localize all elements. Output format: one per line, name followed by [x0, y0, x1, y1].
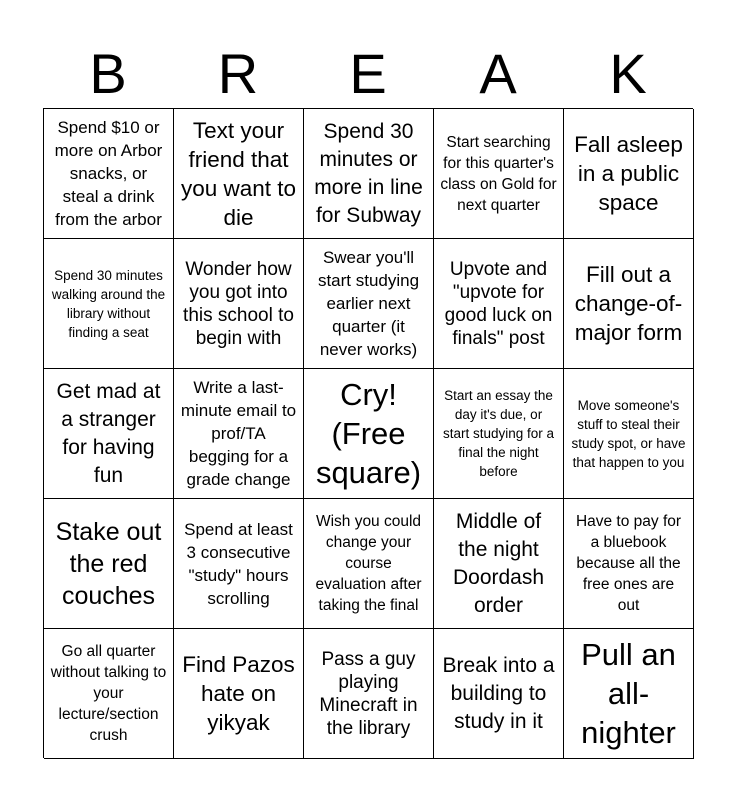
cell-text: Write a last-minute email to prof/TA begging for a grade change — [180, 378, 297, 489]
cell-text: Spend $10 or more on Arbor snacks, or steal a drink from the arbor — [54, 118, 163, 229]
cell-text: Spend 30 minutes walking around the library without finding a seat — [51, 267, 166, 340]
bingo-board — [43, 108, 693, 758]
header-letter-e: E — [349, 42, 387, 105]
cell-text: Cry! (Free square) — [315, 377, 422, 490]
bingo-cell[interactable] — [174, 629, 304, 759]
bingo-cell[interactable] — [434, 239, 564, 369]
cell-text: Swear you'll start studying earlier next quarter (it never works) — [317, 248, 420, 359]
cell-text: Wonder how you got into this school to begin with — [183, 258, 294, 349]
cell-text: Middle of the night Doordash order — [452, 509, 545, 617]
cell-text: Have to pay for a bluebook because all the free ones are out — [575, 513, 682, 614]
cell-text: Go all quarter without talking to your lecture/section crush — [50, 643, 167, 744]
cell-text: Stake out the red couches — [55, 517, 162, 610]
bingo-cell[interactable] — [174, 499, 304, 629]
bingo-cell[interactable] — [44, 499, 174, 629]
bingo-cell[interactable] — [434, 109, 564, 239]
header-letter-k: K — [609, 42, 647, 105]
bingo-cell[interactable] — [44, 629, 174, 759]
bingo-cell[interactable] — [174, 239, 304, 369]
cell-text: Get mad at a stranger for having fun — [56, 379, 161, 487]
header-letter-b: B — [89, 42, 127, 105]
cell-text: Pull an all-nighter — [581, 637, 676, 750]
cell-text: Find Pazos hate on yikyak — [182, 652, 295, 735]
bingo-cell[interactable] — [564, 109, 694, 239]
bingo-cell[interactable] — [564, 239, 694, 369]
bingo-cell[interactable] — [564, 629, 694, 759]
cell-text: Start searching for this quarter's class on Gold for next quarter — [440, 133, 557, 214]
bingo-cell[interactable] — [434, 499, 564, 629]
cell-text: Pass a guy playing Minecraft in the library — [319, 648, 418, 739]
free-square-cell[interactable] — [304, 369, 434, 499]
header-letter-r: R — [217, 42, 259, 105]
cell-text: Break into a building to study in it — [442, 653, 555, 733]
cell-text: Spend at least 3 consecutive "study" hours scrolling — [184, 519, 293, 608]
cell-text: Wish you could change your course evaluation after taking the final — [315, 513, 422, 614]
cell-text: Text your friend that you want to die — [180, 117, 297, 230]
bingo-cell[interactable] — [174, 109, 304, 239]
cell-text: Move someone's stuff to steal their study spot, or have that happen to you — [571, 397, 686, 470]
cell-text: Spend 30 minutes or more in line for Subway — [314, 119, 423, 227]
bingo-cell[interactable] — [304, 499, 434, 629]
cell-text: Start an essay the day it's due, or start studying for a final the night before — [442, 388, 555, 479]
bingo-cell[interactable] — [304, 109, 434, 239]
bingo-cell[interactable] — [44, 239, 174, 369]
bingo-cell[interactable] — [564, 369, 694, 499]
header-letter-a: A — [479, 42, 517, 105]
bingo-cell[interactable] — [44, 109, 174, 239]
bingo-cell[interactable] — [304, 629, 434, 759]
bingo-cell[interactable] — [564, 499, 694, 629]
bingo-cell[interactable] — [304, 239, 434, 369]
cell-text: Fall asleep in a public space — [574, 132, 683, 215]
bingo-header — [43, 40, 693, 108]
cell-text: Upvote and "upvote for good luck on finals" post — [444, 258, 553, 349]
cell-text: Fill out a change-of-major form — [574, 262, 683, 345]
bingo-cell[interactable] — [434, 369, 564, 499]
bingo-cell[interactable] — [44, 369, 174, 499]
bingo-cell[interactable] — [174, 369, 304, 499]
bingo-cell[interactable] — [434, 629, 564, 759]
